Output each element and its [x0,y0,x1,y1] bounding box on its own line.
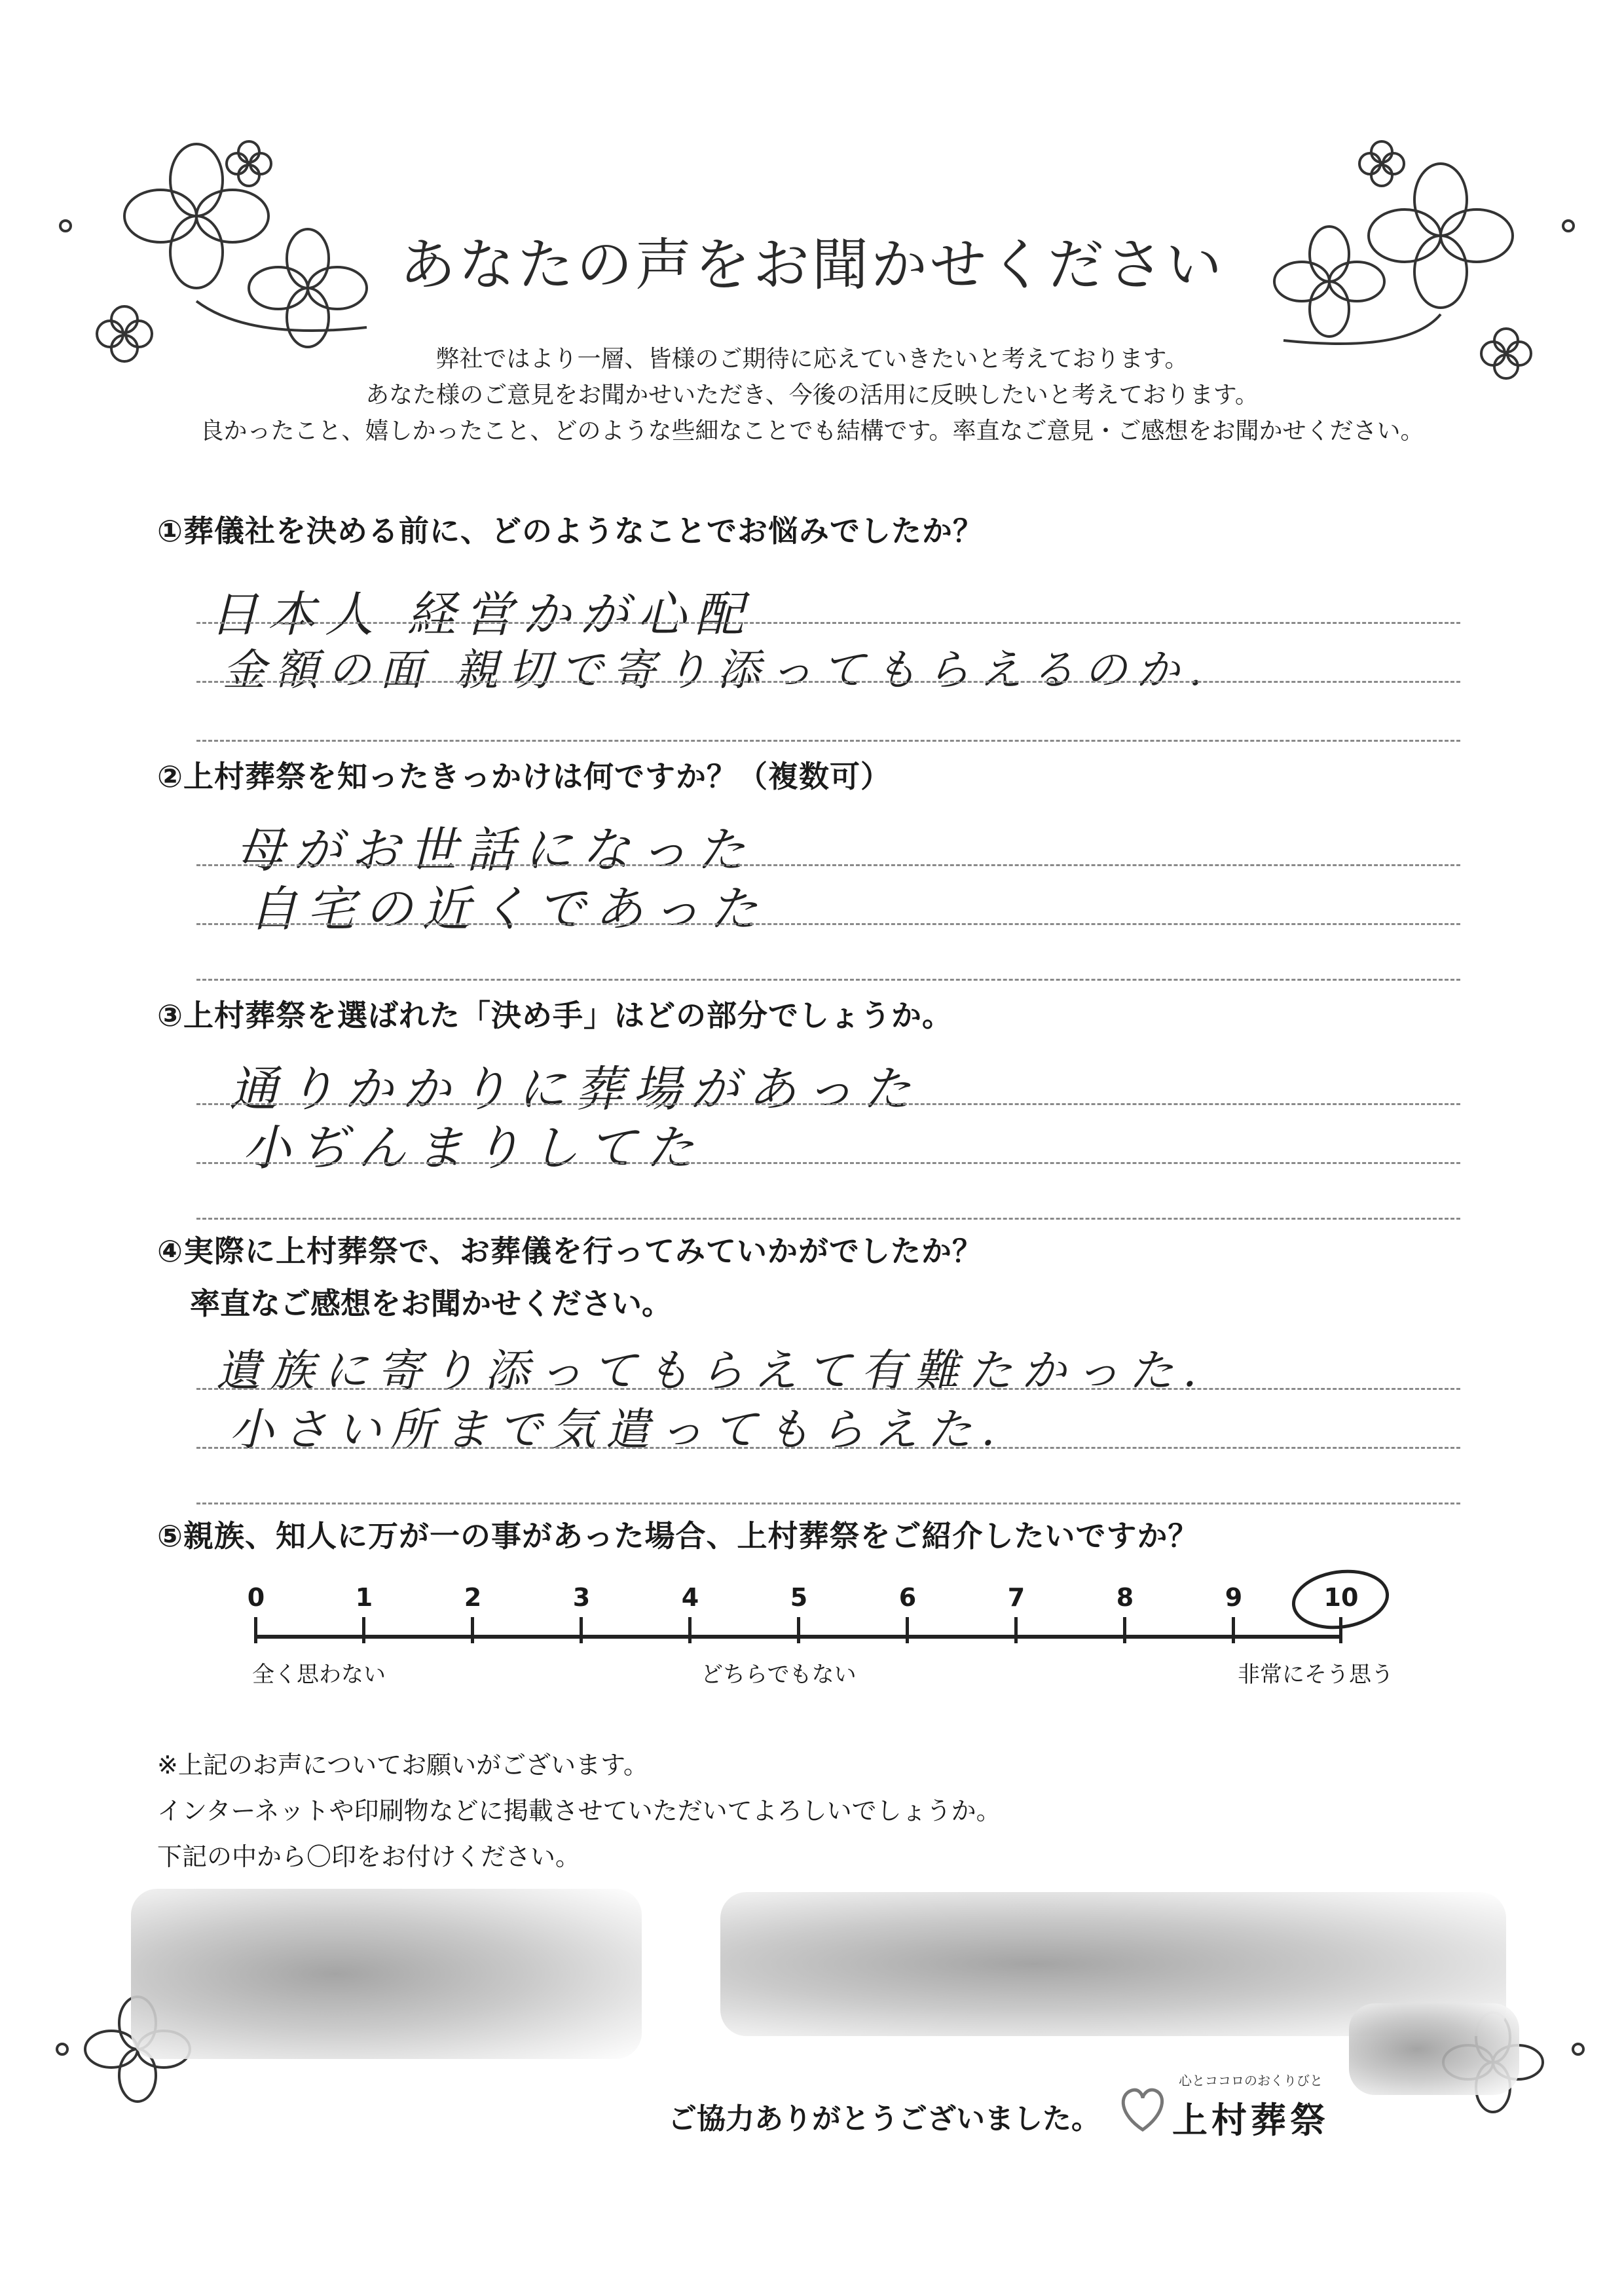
scale-tick [362,1617,365,1643]
scale-number-7: 7 [1007,1583,1025,1612]
answer-3-line-2: 小ぢんまりしてた [242,1120,703,1176]
answer-line [196,923,1460,925]
question-3: ③上村葬祭を選ばれた「決め手」はどの部分でしょうか。 [157,998,953,1033]
scale-number-3: 3 [572,1583,591,1612]
scale-high-label: 非常にそう思う [1238,1662,1393,1688]
page-title: あなたの声をお聞かせください [399,232,1225,298]
answer-1-line-1: 日本人 経営かが心配 [210,587,753,643]
scale-number-0: 0 [247,1583,265,1612]
clover-icon [1359,141,1404,186]
question-5: ⑤親族、知人に万が一の事があった場合、上村葬祭をご紹介したいですか？ [157,1518,1199,1554]
scale-number-4: 4 [681,1583,699,1612]
answer-line [196,622,1460,624]
question-4-sub: 率直なご感想をお聞かせください。 [190,1286,672,1321]
answer-line [196,1503,1460,1504]
scale-number-2: 2 [464,1583,482,1612]
redacted-area [1349,2003,1519,2095]
answer-line [196,1218,1460,1220]
answer-line [196,740,1460,742]
answer-line [196,1103,1460,1105]
scale-mid-label: どちらでもない [701,1662,857,1688]
answer-line [196,1388,1460,1390]
scale-low-label: 全く思わない [252,1662,386,1688]
logo-name: 上村葬祭 [1172,2100,1329,2141]
selected-circle-mark [1287,1568,1398,1640]
scale-number-10: 10 [1323,1583,1359,1612]
answer-line [196,1447,1460,1449]
answer-line [196,1162,1460,1164]
scale-number-8: 8 [1116,1583,1134,1612]
intro-line-3: 良かったこと、嬉しかったこと、どのような些細なことでも結構です。率直なご意見・ご感想をお聞かせください。 [200,418,1424,445]
answer-4-line-1: 遺族に寄り添ってもらえて有難たかった. [216,1345,1206,1397]
answer-line [196,979,1460,981]
clover-icon [227,141,271,186]
intro-line-2: あなた様のご意見をお聞かせいただき、今後の活用に反映したいと考えております。 [365,382,1259,409]
answer-line [196,681,1460,683]
scale-tick [471,1617,474,1643]
heart-logo-icon [1113,2079,1172,2138]
question-1: ①葬儀社を決める前に、どのようなことでお悩みでしたか？ [157,513,984,549]
scale-number-6: 6 [898,1583,917,1612]
logo-tagline: 心とココロのおくりびと [1179,2073,1323,2088]
scale-tick [688,1617,692,1643]
note-line-2: インターネットや印刷物などに掲載させていただいてよろしいでしょうか。 [157,1796,1001,1825]
thanks-message: ご協力ありがとうございました。 [668,2102,1100,2136]
answer-line [196,864,1460,866]
scale-number-9: 9 [1225,1583,1243,1612]
note-line-3: 下記の中から〇印をお付けください。 [157,1842,581,1871]
scale-tick [906,1617,909,1643]
scale-tick [580,1617,583,1643]
answer-2-line-2: 自宅の近くであった [249,881,767,938]
scale-number-5: 5 [790,1583,808,1612]
scale-tick [797,1617,800,1643]
scale-tick [1014,1617,1018,1643]
answer-4-line-2: 小さい所まで気遣ってもらえた. [229,1404,1005,1456]
question-4: ④実際に上村葬祭で、お葬儀を行ってみていかがでしたか？ [157,1233,984,1269]
note-line-1: ※上記のお声についてお願いがございます。 [157,1751,649,1779]
answer-1-line-2: 金額の面 親切で寄り添ってもらえるのか. [223,645,1211,695]
answer-3-line-1: 通りかかりに葬場があった [229,1061,921,1118]
question-2: ②上村葬祭を知ったきっかけは何ですか？（複数可） [157,759,891,794]
intro-line-1: 弊社ではより一層、皆様のご期待に応えていきたいと考えております。 [435,346,1189,373]
scale-tick [254,1617,257,1643]
scale-number-1: 1 [355,1583,373,1612]
scale-tick [1123,1617,1126,1643]
scale-tick [1232,1617,1235,1643]
redacted-area [131,1889,642,2059]
answer-2-line-1: 母がお世話になった [236,822,754,879]
